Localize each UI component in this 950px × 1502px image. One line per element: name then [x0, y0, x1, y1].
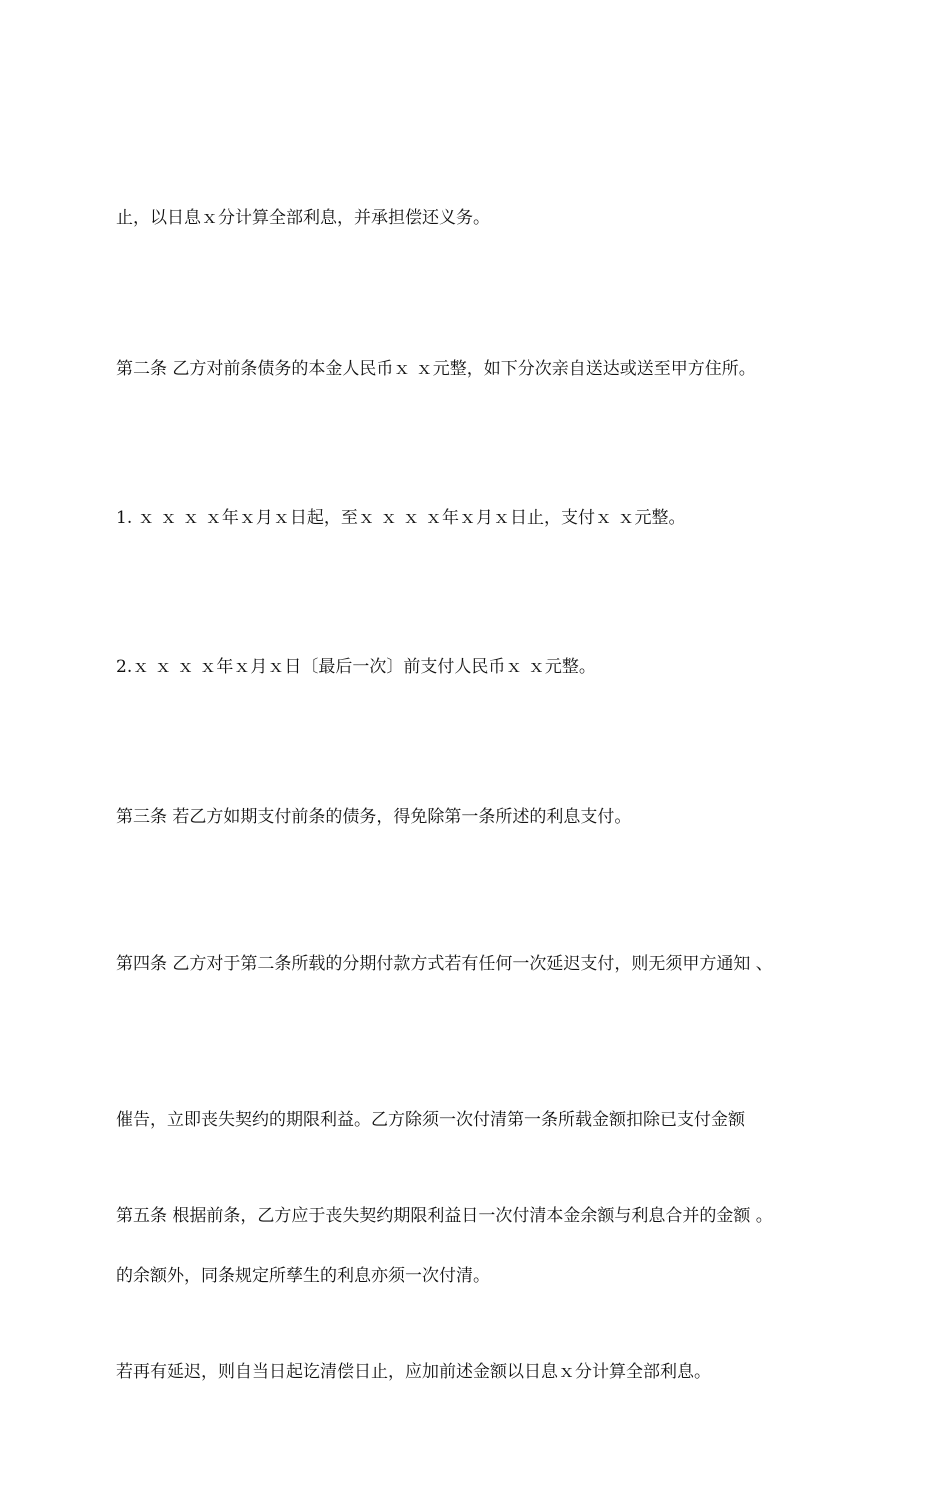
- text-line: 若再有延迟，则自当日起讫清偿日止，应加前述金额以日息ｘ分计算全部利息。: [116, 1362, 711, 1382]
- text-line: 第五条 根据前条，乙方应于丧失契约期限利益日一次付清本金余额与利息合并的金额 。: [116, 1206, 773, 1226]
- text-line: 1. ｘ ｘ ｘ ｘ年ｘ月ｘ日起，至ｘ ｘ ｘ ｘ年ｘ月ｘ日止，支付ｘ ｘ元整。: [116, 508, 686, 528]
- text-line: 第三条 若乙方如期支付前条的债务，得免除第一条所述的利息支付。: [116, 807, 632, 827]
- text-line: 2.ｘ ｘ ｘ ｘ年ｘ月ｘ日〔最后一次〕前支付人民币ｘ ｘ元整。: [116, 657, 596, 677]
- text-line: 止，以日息ｘ分计算全部利息，并承担偿还义务。: [116, 208, 490, 228]
- text-line: 的余额外，同条规定所孳生的利息亦须一次付清。: [116, 1266, 490, 1286]
- paragraph-article-5: [116, 1086, 856, 1502]
- text-line: 第二条 乙方对前条债务的本金人民币ｘ ｘ元整，如下分次亲自送达或送至甲方住所。: [116, 359, 756, 379]
- text-line: 催告，立即丧失契约的期限利益。乙方除须一次付清第一条所载金额扣除已支付金额: [116, 1110, 745, 1130]
- text-line: 第四条 乙方对于第二条所载的分期付款方式若有任何一次延迟支付，则无须甲方通知 、: [116, 954, 773, 974]
